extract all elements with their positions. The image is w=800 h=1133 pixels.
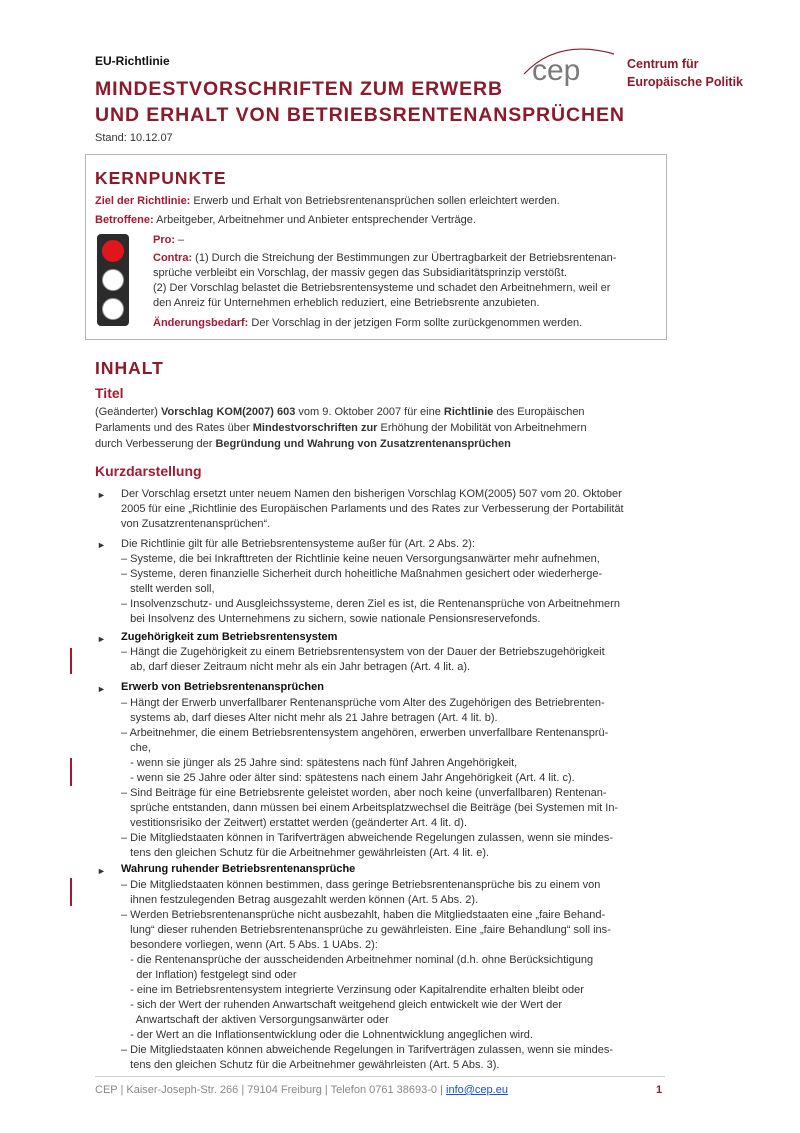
bullet-arrow-icon: ► [97, 684, 106, 694]
bullet-4-heading: Erwerb von Betriebsrentenansprüchen [121, 681, 324, 693]
footer: CEP | Kaiser-Joseph-Str. 266 | 79104 Freiburg | Telefon 0761 38693-0 | info@cep.eu [95, 1084, 508, 1096]
bullet-arrow-icon: ► [97, 866, 106, 876]
change-marker [70, 878, 72, 906]
bullet-arrow-icon: ► [97, 540, 106, 550]
aenderungsbedarf-line: Änderungsbedarf: Der Vorschlag in der jetzigen Form sollte zurückgenommen werden. [153, 317, 583, 329]
traffic-light-yellow-lamp [102, 269, 124, 291]
bullet-3-heading: Zugehörigkeit zum Betriebsrentensystem [121, 631, 338, 643]
cep-logo-text: cep [532, 54, 581, 87]
traffic-light-green-lamp [102, 298, 124, 320]
document-title: MINDESTVORSCHRIFTEN ZUM ERWERB UND ERHALT VON BETRIEBSRENTENANSPRÜCHEN [95, 78, 625, 126]
cep-logo [518, 44, 618, 90]
titel-paragraph: (Geänderter) Vorschlag KOM(2007) 603 vom 9. Oktober 2007 für eine Richtlinie des Europäischen Parlaments und des Rates über Mindestvorschriften zur Erhöhung der Mobilität von Arbeitnehmern durch Verbesserung der Begründung und Wahrung von Zusatzrentenansprüchen [95, 406, 587, 450]
document-date: Stand: 10.12.07 [95, 132, 173, 144]
bullet-3-text: – Hängt die Zugehörigkeit zu einem Betriebsrentensystem von der Dauer der Betriebszugehörigkeit ab, darf dieser Zeitraum nicht mehr als ein Jahr betragen (Art. 4 lit. a). [121, 646, 605, 673]
traffic-light-red-lamp [102, 240, 124, 262]
bullet-1-text: Der Vorschlag ersetzt unter neuem Namen den bisherigen Vorschlag KOM(2005) 507 vom 20. Oktober 2005 für eine „Richtlinie des Europäischen Parlaments und des Rates zur Verbesserung der Portabilität von Zusatzrentenansprüchen“. [121, 488, 624, 530]
traffic-light-icon [97, 234, 129, 326]
bullet-5-text: – Die Mitgliedstaaten können bestimmen, dass geringe Betriebsrentenansprüche bis zu einem von ihnen festzulegenden Betrag ausgezahlt werden können (Art. 5 Abs. 2). – Werden Betriebsrentenansprüche nicht ausbezahlt, haben die Mitgliedstaaten eine „faire Behand- lung“ dieser ruhenden Betriebsrentenansprüche zu gewährleisten. Eine „faire Behandlung“ soll ins- besondere vorliegen, wenn (Art. 5 Abs. 1 UAbs. 2): - die Rentenansprüche der ausscheidenden Arbeitnehmer nominal (d.h. ohne Berücksichtigung der Inflation) festgelegt sind oder - eine im Betriebsrentensystem integrierte Verzinsung oder Kapitalrendite erhalten bleibt oder - sich der Wert der ruhenden Anwartschaft weitgehend gleich entwickelt wie der Wert der Anwartschaft der aktiven Versorgungsanwärter oder - der Wert an die Inflationsentwicklung oder die Lohnentwicklung angeglichen wird. – Die Mitgliedstaaten können abweichende Regelungen in Tarifverträgen zulassen, wenn sie mindes- tens den gleichen Schutz für die Arbeitnehmer gewährleisten (Art. 5 Abs. 3). [121, 879, 614, 1071]
footer-divider [95, 1076, 665, 1077]
betroffene-line: Betroffene: Arbeitgeber, Arbeitnehmer und Anbieter entsprechender Verträge. [95, 214, 476, 226]
contra-block: Contra: (1) Durch die Streichung der Bestimmungen zur Übertragbarkeit der Betriebsrentenan- sprüche verbleibt ein Vorschlag, der massiv gegen das Subsidiaritätsprinzip verstößt. (2) Der Vorschlag belastet die Betriebsrentensysteme und schadet den Arbeitnehmern, weil er den Anreiz für Unternehmen erheblich reduziert, eine Betriebsrente anzubieten. [153, 252, 617, 309]
organization-name: Centrum für Europäische Politik [627, 57, 744, 89]
titel-heading: Titel [95, 385, 124, 401]
change-marker [70, 758, 72, 786]
kernpunkte-heading: KERNPUNKTE [95, 168, 227, 188]
ziel-line: Ziel der Richtlinie: Erwerb und Erhalt von Betriebsrentenansprüchen sollen erleichtert werden. [95, 195, 560, 207]
footer-email-link[interactable]: info@cep.eu [446, 1084, 508, 1096]
inhalt-heading: INHALT [95, 358, 164, 378]
kurzdarstellung-heading: Kurzdarstellung [95, 463, 202, 479]
document-kicker: EU-Richtlinie [95, 54, 170, 68]
bullet-arrow-icon: ► [97, 634, 106, 644]
bullet-4-text: – Hängt der Erwerb unverfallbarer Rentenansprüche vom Alter des Zugehörigen des Betriebrenten- systems ab, darf dieses Alter nicht mehr als 21 Jahre betragen (Art. 4 lit. b). – Arbeitnehmer, die einem Betriebsrentensystem angehören, erwerben unverfallbare Rentenansprü- che, - wenn sie jünger als 25 Jahre sind: spätestens nach fünf Jahren Angehörigkeit, - wenn sie 25 Jahre oder älter sind: spätestens nach einem Jahr Angehörigkeit (Art. 4 lit. c). – Sind Beiträge für eine Betriebsrente geleistet worden, aber noch keine (unverfallbaren) Rentenan- sprüche entstanden, dann müssen bei einem Arbeitsplatzwechsel die Beiträge (bei Systemen mit In- vestitionsrisiko der Zeitwert) erstattet werden (geänderter Art. 4 lit. d). – Die Mitgliedstaaten können in Tarifverträgen abweichende Regelungen zulassen, wenn sie mindes- tens den gleichen Schutz für die Arbeitnehmer gewährleisten (Art. 4 lit. e). [121, 697, 619, 859]
pro-line: Pro: – [153, 234, 185, 246]
bullet-arrow-icon: ► [97, 490, 106, 500]
change-marker [70, 648, 72, 674]
bullet-2-text: Die Richtlinie gilt für alle Betriebsrentensysteme außer für (Art. 2 Abs. 2): – Systeme, die bei Inkrafttreten der Richtlinie keine neuen Versorgungsanwärter mehr aufnehmen, – Systeme, deren finanzielle Sicherheit durch hoheitliche Maßnahmen gesichert oder wiederherge- stellt werden soll, – Insolvenzschutz- und Ausgleichssysteme, deren Ziel es ist, die Rentenansprüche von Arbeitnehmern bei Insolvenz des Unternehmens zu sichern, sowie nationale Pensionsreservefonds. [121, 538, 620, 625]
page-number: 1 [656, 1084, 663, 1096]
bullet-5-heading: Wahrung ruhender Betriebsrentenansprüche [121, 863, 356, 875]
